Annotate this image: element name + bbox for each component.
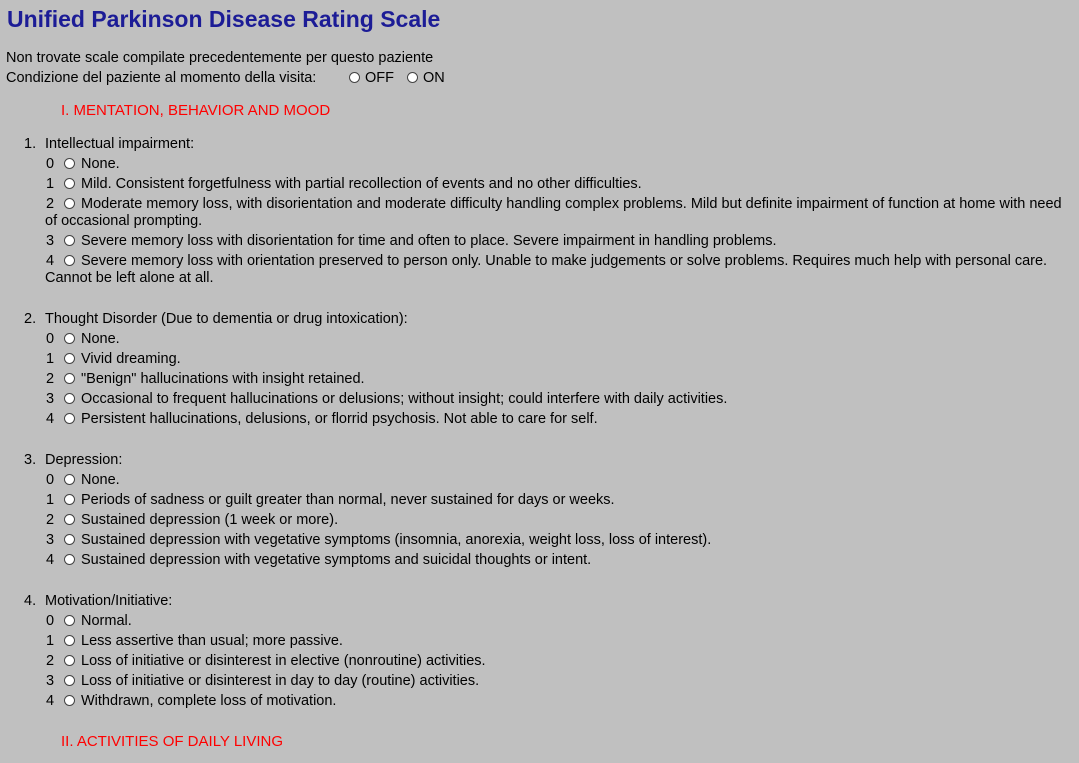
option-text: Moderate memory loss, with disorientation and moderate difficulty handling complex problems. Mild but definite impairment of function at home with need of occasional prompting. <box>45 196 1062 229</box>
option-radio[interactable] <box>64 635 75 646</box>
option-text: Normal. <box>81 613 132 629</box>
option-text: Loss of initiative or disinterest in elective (nonroutine) activities. <box>81 653 486 669</box>
option-score: 3 <box>46 532 55 548</box>
no-previous-scales-notice: Non trovate scale compilate precedentemente per questo paziente <box>6 50 434 66</box>
option-text: None. <box>81 156 120 172</box>
question-title: Motivation/Initiative: <box>45 593 173 609</box>
option-text: Occasional to frequent hallucinations or delusions; without insight; could interfere with daily activities. <box>81 391 728 407</box>
condition-off-label: OFF <box>365 70 394 86</box>
option-score: 3 <box>46 233 55 249</box>
section-heading-daily-living: II. ACTIVITIES OF DAILY LIVING <box>61 733 284 750</box>
option-score: 1 <box>46 176 55 192</box>
question-title: Intellectual impairment: <box>45 136 195 152</box>
question-number: 4. <box>24 593 37 609</box>
option-score: 1 <box>46 633 55 649</box>
condition-label: Condizione del paziente al momento della visita: <box>6 70 317 86</box>
option-radio[interactable] <box>64 333 75 344</box>
option-radio[interactable] <box>64 554 75 565</box>
option-radio[interactable] <box>64 158 75 169</box>
option-radio[interactable] <box>64 474 75 485</box>
option-score: 0 <box>46 472 55 488</box>
option-score: 1 <box>46 351 55 367</box>
question-number: 3. <box>24 452 37 468</box>
option-text: None. <box>81 331 120 347</box>
question-title: Depression: <box>45 452 123 468</box>
question-number: 1. <box>24 136 37 152</box>
option-score: 2 <box>46 512 55 528</box>
option-text: Vivid dreaming. <box>81 351 181 367</box>
option-text: Less assertive than usual; more passive. <box>81 633 343 649</box>
option-radio[interactable] <box>64 178 75 189</box>
option-text: "Benign" hallucinations with insight retained. <box>81 371 365 387</box>
option-score: 4 <box>46 693 55 709</box>
option-radio[interactable] <box>64 615 75 626</box>
option-text: None. <box>81 472 120 488</box>
option-text: Severe memory loss with orientation preserved to person only. Unable to make judgements or solve problems. Requires much help with personal care. Cannot be left alone at all. <box>45 253 1048 286</box>
option-radio[interactable] <box>64 393 75 404</box>
option-score: 4 <box>46 552 55 568</box>
question-title: Thought Disorder (Due to dementia or drug intoxication): <box>45 311 408 327</box>
option-score: 4 <box>46 253 55 269</box>
condition-on-radio[interactable] <box>407 72 418 83</box>
condition-on-label: ON <box>423 70 445 86</box>
option-radio[interactable] <box>64 675 75 686</box>
option-text: Sustained depression with vegetative symptoms and suicidal thoughts or intent. <box>81 552 592 568</box>
option-radio[interactable] <box>64 494 75 505</box>
option-score: 3 <box>46 673 55 689</box>
option-score: 2 <box>46 196 55 212</box>
condition-off-radio[interactable] <box>349 72 360 83</box>
option-score: 0 <box>46 331 55 347</box>
section-heading-mentation: I. MENTATION, BEHAVIOR AND MOOD <box>61 102 331 119</box>
option-score: 3 <box>46 391 55 407</box>
option-radio[interactable] <box>64 534 75 545</box>
option-score: 0 <box>46 613 55 629</box>
option-text: Persistent hallucinations, delusions, or florrid psychosis. Not able to care for self. <box>81 411 598 427</box>
option-radio[interactable] <box>64 695 75 706</box>
option-radio[interactable] <box>64 353 75 364</box>
option-text: Sustained depression with vegetative symptoms (insomnia, anorexia, weight loss, loss of interest). <box>81 532 712 548</box>
option-radio[interactable] <box>64 235 75 246</box>
option-score: 0 <box>46 156 55 172</box>
page-title: Unified Parkinson Disease Rating Scale <box>7 6 441 32</box>
option-score: 1 <box>46 492 55 508</box>
option-text: Loss of initiative or disinterest in day to day (routine) activities. <box>81 673 480 689</box>
option-radio[interactable] <box>64 655 75 666</box>
option-radio[interactable] <box>64 373 75 384</box>
option-text: Severe memory loss with disorientation for time and often to place. Severe impairment in handling problems. <box>81 233 777 249</box>
question-number: 2. <box>24 311 37 327</box>
option-score: 4 <box>46 411 55 427</box>
option-text: Sustained depression (1 week or more). <box>81 512 339 528</box>
option-score: 2 <box>46 653 55 669</box>
option-text: Periods of sadness or guilt greater than normal, never sustained for days or weeks. <box>81 492 615 508</box>
option-text: Withdrawn, complete loss of motivation. <box>81 693 337 709</box>
option-text: Mild. Consistent forgetfulness with partial recollection of events and no other difficulties. <box>81 176 642 192</box>
option-radio[interactable] <box>64 413 75 424</box>
option-radio[interactable] <box>64 514 75 525</box>
option-score: 2 <box>46 371 55 387</box>
